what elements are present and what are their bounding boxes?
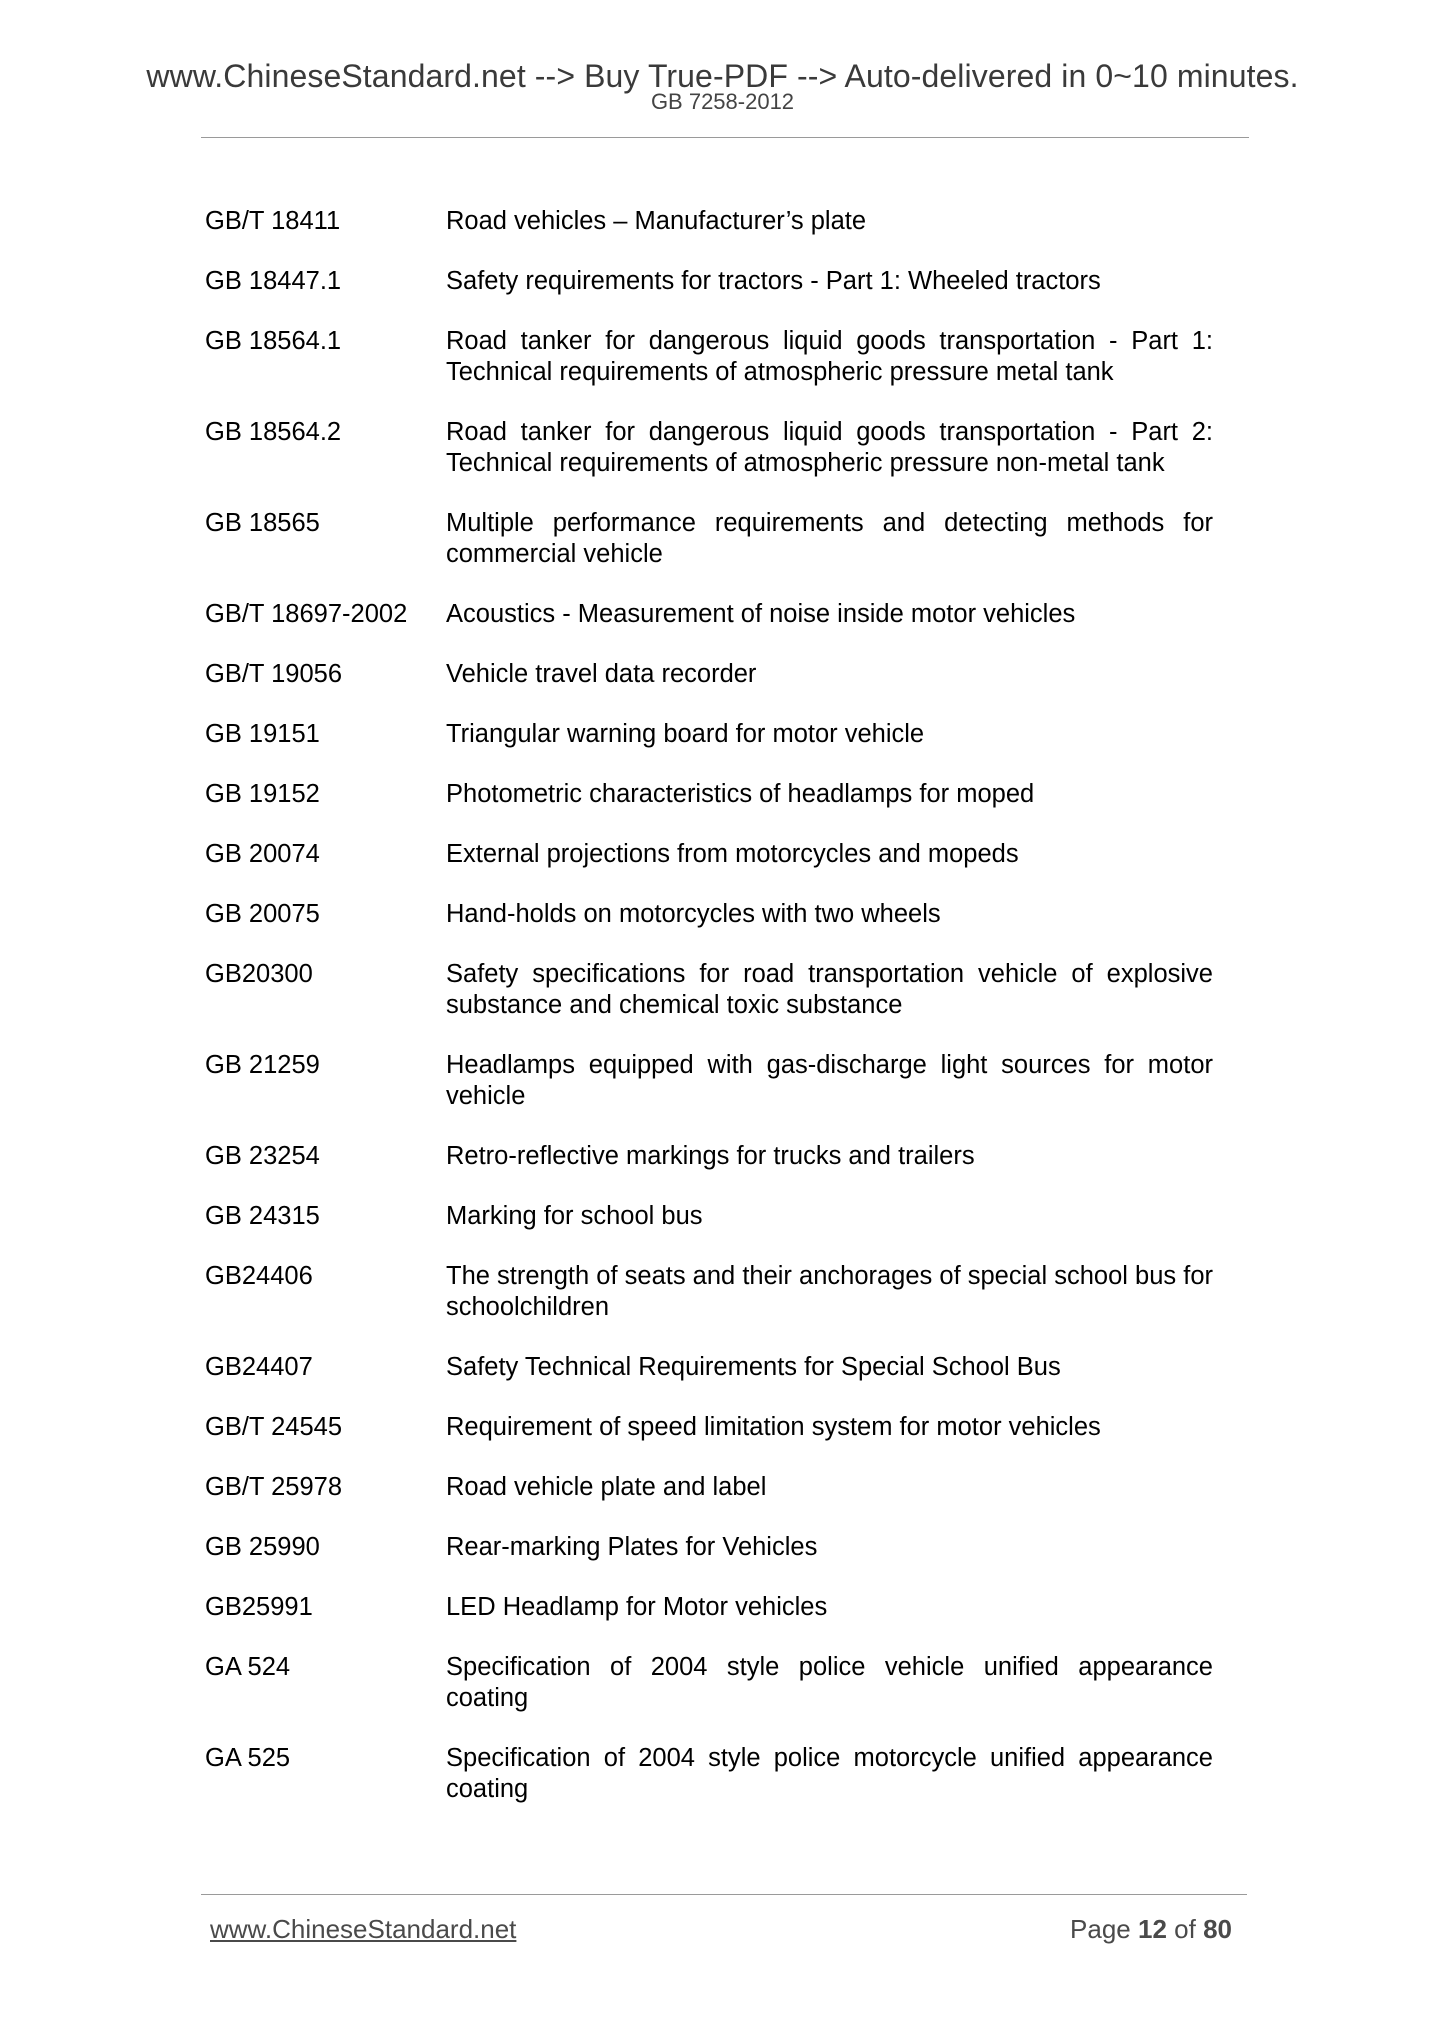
reference-row [205, 1352, 1213, 1383]
reference-row [205, 206, 1213, 237]
reference-title: Headlamps equipped with gas-discharge light sources for motor vehicle [446, 1051, 1213, 1110]
page-label: Page [1070, 1914, 1131, 1944]
reference-code: GA 524 [205, 1653, 291, 1681]
reference-code: GB 19151 [205, 720, 320, 748]
reference-row [205, 508, 1213, 570]
reference-row [205, 1592, 1213, 1623]
reference-code: GB20300 [205, 960, 313, 988]
reference-title: Safety requirements for tractors - Part 1: Wheeled tractors [446, 267, 1101, 295]
reference-row [205, 1201, 1213, 1232]
reference-title: Specification of 2004 style police motorcycle unified appearance coating [446, 1744, 1213, 1803]
reference-title: Retro-reflective markings for trucks and trailers [446, 1142, 975, 1170]
reference-row [205, 417, 1213, 479]
reference-code: GB/T 25978 [205, 1473, 343, 1501]
reference-code: GB/T 18697-2002 [205, 600, 408, 628]
footer-divider [201, 1894, 1247, 1895]
reference-title: Safety Technical Requirements for Special School Bus [446, 1353, 1061, 1381]
reference-code: GB 24315 [205, 1202, 320, 1230]
reference-title: Specification of 2004 style police vehicle unified appearance coating [446, 1653, 1213, 1712]
page-of: of [1174, 1914, 1196, 1944]
reference-code: GA 525 [205, 1744, 291, 1772]
reference-code: GB/T 19056 [205, 660, 343, 688]
reference-row [205, 839, 1213, 870]
page-total: 80 [1203, 1914, 1232, 1944]
reference-code: GB 25990 [205, 1533, 320, 1561]
reference-title: Road tanker for dangerous liquid goods transportation - Part 1: Technical requirements of atmospheric pressure metal tank [446, 327, 1213, 386]
reference-list [205, 206, 1213, 1834]
reference-title: Road vehicle plate and label [446, 1473, 767, 1501]
reference-code: GB24407 [205, 1353, 313, 1381]
reference-title: Triangular warning board for motor vehicle [446, 720, 925, 748]
reference-code: GB 20075 [205, 900, 320, 928]
header-banner: www.ChineseStandard.net --> Buy True-PDF --> Auto-delivered in 0~10 minutes. [146, 58, 1299, 94]
reference-code: GB 20074 [205, 840, 320, 868]
reference-title: Photometric characteristics of headlamps for moped [446, 780, 1035, 808]
reference-code: GB 21259 [205, 1051, 320, 1079]
reference-row [205, 326, 1213, 388]
reference-row [205, 1141, 1213, 1172]
reference-title: External projections from motorcycles and mopeds [446, 840, 1019, 868]
reference-title: Safety specifications for road transportation vehicle of explosive substance and chemical toxic substance [446, 960, 1213, 1019]
reference-code: GB 18447.1 [205, 267, 342, 295]
reference-title: The strength of seats and their anchorages of special school bus for schoolchildren [446, 1262, 1213, 1321]
reference-code: GB 19152 [205, 780, 320, 808]
reference-row [205, 899, 1213, 930]
reference-row [205, 599, 1213, 630]
reference-title: Multiple performance requirements and detecting methods for commercial vehicle [446, 509, 1213, 568]
reference-code: GB 18564.2 [205, 418, 342, 446]
reference-title: Acoustics - Measurement of noise inside motor vehicles [446, 600, 1076, 628]
page-number [1070, 1914, 1232, 1945]
reference-row [205, 1412, 1213, 1443]
reference-title: Road tanker for dangerous liquid goods transportation - Part 2: Technical requirements of atmospheric pressure non-metal tank [446, 418, 1213, 477]
header-divider [201, 137, 1249, 138]
reference-row [205, 1261, 1213, 1323]
reference-row [205, 1652, 1213, 1714]
page-current: 12 [1138, 1914, 1167, 1944]
reference-title: Marking for school bus [446, 1202, 703, 1230]
reference-title: LED Headlamp for Motor vehicles [446, 1593, 828, 1621]
reference-row [205, 719, 1213, 750]
reference-title: Road vehicles – Manufacturer’s plate [446, 207, 867, 235]
footer-site-link[interactable]: www.ChineseStandard.net [210, 1914, 517, 1944]
reference-code: GB24406 [205, 1262, 313, 1290]
reference-row [205, 779, 1213, 810]
reference-row [205, 1743, 1213, 1805]
reference-title: Hand-holds on motorcycles with two wheels [446, 900, 941, 928]
reference-code: GB25991 [205, 1593, 313, 1621]
reference-row [205, 266, 1213, 297]
document-code: GB 7258-2012 [650, 89, 795, 114]
reference-row [205, 959, 1213, 1021]
reference-code: GB/T 24545 [205, 1413, 343, 1441]
reference-row [205, 1050, 1213, 1112]
reference-code: GB 18564.1 [205, 327, 342, 355]
reference-row [205, 659, 1213, 690]
reference-code: GB/T 18411 [205, 207, 341, 235]
reference-title: Requirement of speed limitation system for motor vehicles [446, 1413, 1101, 1441]
reference-title: Rear-marking Plates for Vehicles [446, 1533, 818, 1561]
reference-code: GB 18565 [205, 509, 320, 537]
reference-row [205, 1472, 1213, 1503]
reference-title: Vehicle travel data recorder [446, 660, 757, 688]
reference-row [205, 1532, 1213, 1563]
reference-code: GB 23254 [205, 1142, 320, 1170]
